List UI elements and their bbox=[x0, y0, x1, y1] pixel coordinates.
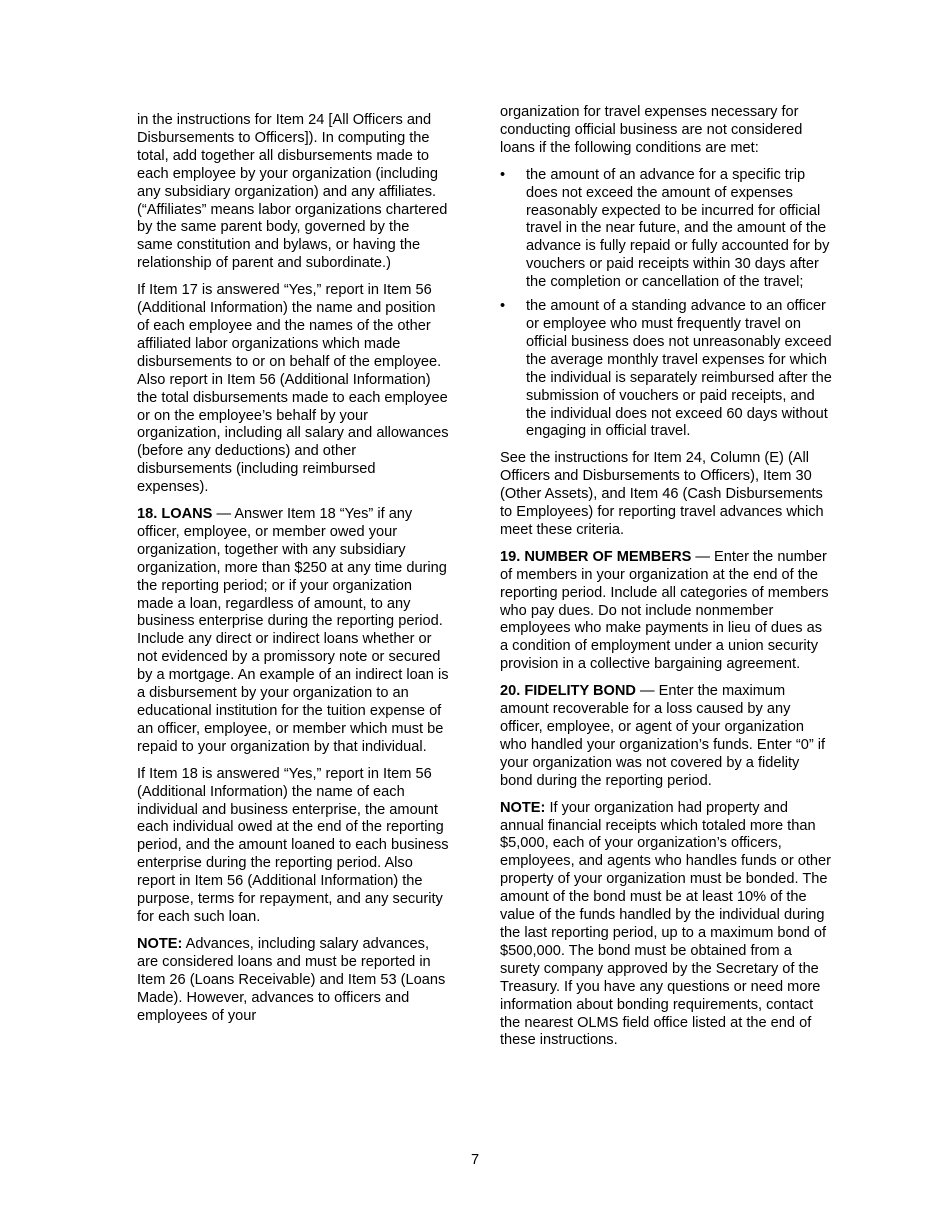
section-loans bbox=[137, 506, 449, 757]
paragraph-affiliates: in the instructions for Item 24 [All Officers and Disbursements to Officers]). In computing the total, add together all disbursements made to each employee by your organization (including any subsidiary organization) and any affiliates. (“Affiliates” means labor organizations chartered by the same parent body, governed by the same constitution and bylaws, or having the relationship of parent and subordinate.) bbox=[137, 112, 448, 272]
right-column bbox=[500, 104, 833, 1059]
bond-heading: 20. FIDELITY BOND bbox=[500, 683, 636, 700]
note-text: Advances, including salary advances, are considered loans and must be reported in Item 26 (Loans Receivable) and Item 53 (Loans Made). However, advances to officers and employees of your bbox=[137, 935, 446, 1024]
note-label: NOTE: bbox=[500, 799, 546, 816]
note-advances bbox=[137, 936, 449, 1026]
section-number-of-members bbox=[500, 549, 833, 674]
paragraph-item18-yes: If Item 18 is answered “Yes,” report in Item 56 (Additional Information) the name of each individual and business enterprise, the amount each individual owed at the end of the reporting period, and the amount loaned to each business enterprise during the reporting period. Also report in Item 56 (Additional Information) the purpose, terms for repayment, and any security for each such loan. bbox=[137, 765, 449, 925]
bond-text: — Enter the maximum amount recoverable for a loss caused by any officer, employee, or agent of your organization who handled your organization’s funds. Enter “0” if your organization was not covered by a fidelity bond during the reporting period. bbox=[500, 683, 826, 789]
note-bonding bbox=[500, 800, 833, 1051]
list-item: • the amount of an advance for a specific trip does not exceed the amount of expenses reasonably expected to be incurred for official travel in the near future, and the amount of the advance is fully repaid or fully accounted for by vouchers or paid receipts within 30 days after the completion or cancellation of the travel; bbox=[500, 167, 833, 292]
paragraph-item17-yes: If Item 17 is answered “Yes,” report in Item 56 (Additional Information) the name and position of each employee and the names of the other affiliated labor organizations which made disbursements to or on behalf of the employee. Also report in Item 56 (Additional Information) the total disbursements made to each employee or on the employee’s behalf by your organization, including all salary and allowances (before any deductions) and other disbursements (including reimbursed expenses). bbox=[137, 282, 449, 496]
loans-heading: 18. LOANS bbox=[137, 506, 213, 523]
page-number: 7 bbox=[470, 1152, 480, 1168]
members-text: — Enter the number of members in your organization at the end of the reporting period. Include all categories of members who pay dues. Do not include nonmember employees who make payments in lieu of dues as a condition of employment under a union security provision in a collective bargaining agreement. bbox=[500, 548, 829, 673]
loans-text: — Answer Item 18 “Yes” if any officer, employee, or member owed your organization, together with any subsidiary organization, more than $250 at any time during the reporting period; or if your organization made a loan, regardless of amount, to any business enterprise during the reporting period. Include any direct or indirect loans whether or not evidenced by a promissory note or secured by a mortgage. An example of an indirect loan is a disbursement by your organization to an educational institution for the tuition expense of an officer, employee, or member which must be repaid to your organization by that individual. bbox=[137, 506, 449, 755]
members-heading: 19. NUMBER OF MEMBERS bbox=[500, 548, 692, 565]
paragraph-see-instructions: See the instructions for Item 24, Column (E) (All Officers and Disbursements to Officers), Item 30 (Other Assets), and Item 46 (Cash Disbursements to Employees) for reporting travel advances which meet these criteria. bbox=[500, 450, 824, 538]
note-text: If your organization had property and annual financial receipts which totaled more than $5,000, each of your organization’s officers, employees, and agents who handles funds or other property of your organization must be bonded. The amount of the bond must be at least 10% of the value of the funds handled by the individual during the last reporting period, up to a maximum bond of $500,000. The bond must be obtained from a surety company approved by the Secretary of the Treasury. If you have any questions or need more information about bonding requirements, contact the nearest OLMS field office listed at the end of these instructions. bbox=[500, 799, 832, 1049]
list-item: • the amount of a standing advance to an officer or employee who must frequently travel on official business does not unreasonably exceed the average monthly travel expenses for which the individual is separately reimbursed after the submission of vouchers or paid receipts, and the individual does not exceed 60 days without engaging in official travel. bbox=[500, 298, 833, 441]
note-label: NOTE: bbox=[137, 935, 183, 952]
conditions-list bbox=[500, 167, 833, 442]
paragraph-travel-expenses: organization for travel expenses necessary for conducting official business are not considered loans if the following conditions are met: bbox=[500, 104, 803, 156]
left-column bbox=[137, 112, 449, 1034]
section-fidelity-bond bbox=[500, 683, 833, 790]
